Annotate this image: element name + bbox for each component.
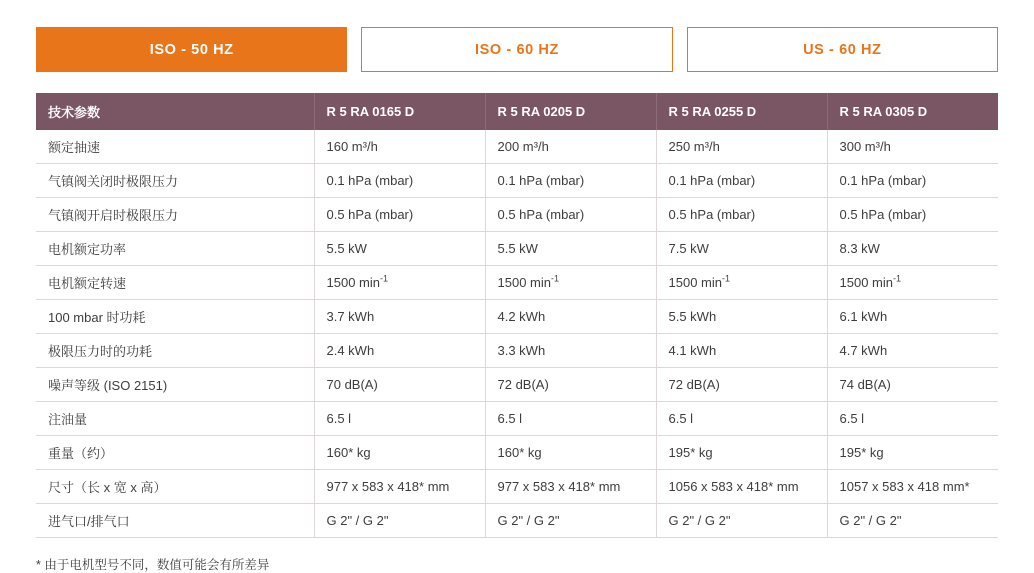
row-label: 注油量 bbox=[36, 402, 314, 436]
row-value: 195* kg bbox=[827, 436, 998, 470]
row-value: 977 x 583 x 418* mm bbox=[314, 470, 485, 504]
table-header-cell-parameter: 技术参数 bbox=[36, 93, 314, 130]
table-header-cell-model-2: R 5 RA 0205 D bbox=[485, 93, 656, 130]
tab-label: US - 60 HZ bbox=[803, 41, 882, 58]
table-header-cell-model-1: R 5 RA 0165 D bbox=[314, 93, 485, 130]
row-value: 6.5 l bbox=[827, 402, 998, 436]
row-value: 4.1 kWh bbox=[656, 334, 827, 368]
table-row bbox=[36, 402, 998, 436]
table-footnote: * 由于电机型号不同，数值可能会有所差异 bbox=[36, 558, 270, 572]
row-value: 6.5 l bbox=[485, 402, 656, 436]
row-label: 进气口/排气口 bbox=[36, 504, 314, 538]
row-label: 电机额定功率 bbox=[36, 232, 314, 266]
row-value: 2.4 kWh bbox=[314, 334, 485, 368]
tab-label: ISO - 60 HZ bbox=[475, 41, 559, 58]
row-value: 160 m³/h bbox=[314, 130, 485, 164]
specification-table-wrapper bbox=[36, 93, 998, 538]
row-value: G 2" / G 2" bbox=[485, 504, 656, 538]
table-row bbox=[36, 130, 998, 164]
row-value: G 2" / G 2" bbox=[656, 504, 827, 538]
table-row bbox=[36, 164, 998, 198]
table-header bbox=[36, 93, 998, 130]
row-value: 3.3 kWh bbox=[485, 334, 656, 368]
row-value: 8.3 kW bbox=[827, 232, 998, 266]
frequency-tabs bbox=[36, 0, 998, 72]
row-value: 300 m³/h bbox=[827, 130, 998, 164]
row-value: 1500 $\min^{-1}$ bbox=[656, 266, 827, 300]
row-value: 6.1 kWh bbox=[827, 300, 998, 334]
tab-iso-60hz[interactable] bbox=[361, 27, 672, 72]
row-value: 0.1 hPa (mbar) bbox=[827, 164, 998, 198]
table-row bbox=[36, 334, 998, 368]
row-value: 5.5 kW bbox=[485, 232, 656, 266]
row-value: 0.5 hPa (mbar) bbox=[656, 198, 827, 232]
table-header-row bbox=[36, 93, 998, 130]
row-value: 160* kg bbox=[485, 436, 656, 470]
row-label: 100 mbar 时功耗 bbox=[36, 300, 314, 334]
tab-us-60hz[interactable] bbox=[687, 27, 998, 72]
row-label: 电机额定转速 bbox=[36, 266, 314, 300]
table-row bbox=[36, 198, 998, 232]
row-value: 72 dB(A) bbox=[656, 368, 827, 402]
table-row bbox=[36, 504, 998, 538]
tab-label: ISO - 50 HZ bbox=[149, 41, 234, 58]
row-value: 4.2 kWh bbox=[485, 300, 656, 334]
row-value: 977 x 583 x 418* mm bbox=[485, 470, 656, 504]
table-header-cell-model-4: R 5 RA 0305 D bbox=[827, 93, 998, 130]
table-row bbox=[36, 470, 998, 504]
table-row bbox=[36, 266, 998, 300]
row-value: 160* kg bbox=[314, 436, 485, 470]
row-value: 3.7 kWh bbox=[314, 300, 485, 334]
row-value: 1500 $\min^{-1}$ bbox=[827, 266, 998, 300]
row-value: 6.5 l bbox=[314, 402, 485, 436]
table-header-cell-model-3: R 5 RA 0255 D bbox=[656, 93, 827, 130]
row-value: 74 dB(A) bbox=[827, 368, 998, 402]
row-value: 0.1 hPa (mbar) bbox=[485, 164, 656, 198]
row-value: 70 dB(A) bbox=[314, 368, 485, 402]
row-value: 1500 $\min^{-1}$ bbox=[485, 266, 656, 300]
row-value: 200 m³/h bbox=[485, 130, 656, 164]
table-row bbox=[36, 368, 998, 402]
row-value: 0.1 hPa (mbar) bbox=[656, 164, 827, 198]
row-value: 250 m³/h bbox=[656, 130, 827, 164]
table-row bbox=[36, 300, 998, 334]
row-value: 5.5 kWh bbox=[656, 300, 827, 334]
row-label: 额定抽速 bbox=[36, 130, 314, 164]
row-value: 1057 x 583 x 418 mm* bbox=[827, 470, 998, 504]
row-value: 0.5 hPa (mbar) bbox=[485, 198, 656, 232]
row-label: 噪声等级 (ISO 2151) bbox=[36, 368, 314, 402]
row-label: 尺寸（长 x 宽 x 高） bbox=[36, 470, 314, 504]
row-value: 0.1 hPa (mbar) bbox=[314, 164, 485, 198]
row-value: G 2" / G 2" bbox=[314, 504, 485, 538]
row-value: 7.5 kW bbox=[656, 232, 827, 266]
table-row bbox=[36, 436, 998, 470]
row-value: 1056 x 583 x 418* mm bbox=[656, 470, 827, 504]
row-value: 6.5 l bbox=[656, 402, 827, 436]
row-value: 195* kg bbox=[656, 436, 827, 470]
table-body bbox=[36, 130, 998, 538]
row-label: 极限压力时的功耗 bbox=[36, 334, 314, 368]
row-value: 1500 $\min^{-1}$ bbox=[314, 266, 485, 300]
tab-iso-50hz[interactable] bbox=[36, 27, 347, 72]
row-label: 气镇阀开启时极限压力 bbox=[36, 198, 314, 232]
row-value: 4.7 kWh bbox=[827, 334, 998, 368]
row-value: 0.5 hPa (mbar) bbox=[827, 198, 998, 232]
row-value: 72 dB(A) bbox=[485, 368, 656, 402]
specification-table bbox=[36, 93, 998, 538]
table-row bbox=[36, 232, 998, 266]
row-label: 气镇阀关闭时极限压力 bbox=[36, 164, 314, 198]
row-label: 重量（约） bbox=[36, 436, 314, 470]
row-value: G 2" / G 2" bbox=[827, 504, 998, 538]
row-value: 0.5 hPa (mbar) bbox=[314, 198, 485, 232]
row-value: 5.5 kW bbox=[314, 232, 485, 266]
